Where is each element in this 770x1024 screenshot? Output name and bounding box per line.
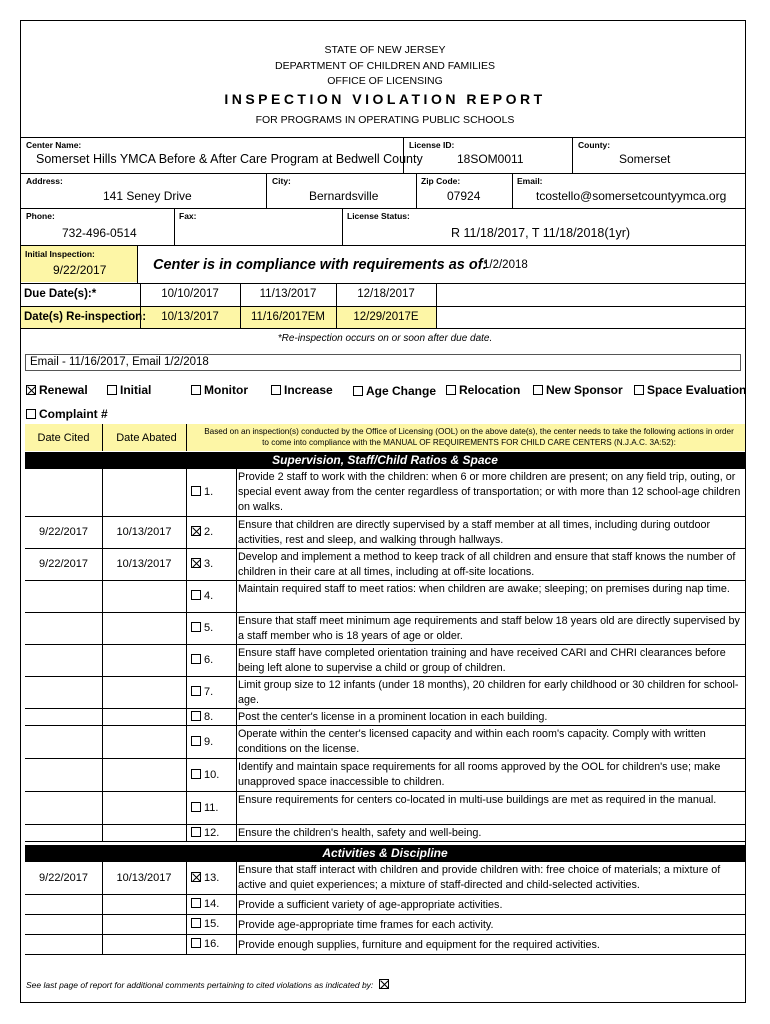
date-cited-cell: 9/22/2017 bbox=[39, 558, 88, 570]
violation-checkbox[interactable] bbox=[191, 711, 213, 723]
reinspection-date-1: 10/13/2017 bbox=[161, 311, 219, 323]
checked-box-icon bbox=[26, 385, 36, 395]
violation-text: Post the center's license in a prominent location in each building. bbox=[238, 711, 548, 723]
date-cited-cell: 9/22/2017 bbox=[39, 871, 88, 884]
violation-text: Ensure requirements for centers co-located in multi-use buildings are met as required in the manual. bbox=[238, 794, 717, 806]
office-heading: OFFICE OF LICENSING bbox=[327, 75, 443, 87]
violation-number: 13. bbox=[204, 871, 220, 884]
violation-text: Identify and maintain space requirements for all rooms approved by the OOL for children's use; make unapproved space inaccessible to children. bbox=[238, 761, 721, 788]
center-name-label: Center Name: bbox=[26, 140, 82, 150]
violation-number: 14. bbox=[204, 898, 220, 910]
city-label: City: bbox=[272, 176, 291, 186]
phone-label: Phone: bbox=[26, 211, 55, 221]
violation-number: 5. bbox=[204, 622, 214, 634]
date-abated-header: Date Abated bbox=[116, 432, 177, 444]
zip-value: 07924 bbox=[447, 189, 481, 203]
intro-text: Based on an inspection(s) conducted by the Office of Licensing (OOL) on the above date(s), the center needs to take the following actions in order to come into compliance with the MANUAL OF REQUIREMENTS FOR CHILD CARE CENTERS (N.J.A.C. 3A:52): bbox=[204, 427, 734, 447]
checkbox-icon bbox=[533, 385, 543, 395]
violation-number: 12. bbox=[204, 826, 220, 839]
due-date-2: 11/13/2017 bbox=[259, 288, 317, 300]
center-name-value: Somerset Hills YMCA Before & After Care Program at Bedwell County bbox=[36, 152, 423, 166]
address-value: 141 Seney Drive bbox=[103, 189, 192, 203]
type-renewal-checkbox[interactable]: Renewal bbox=[26, 383, 88, 397]
violation-text: Ensure that staff interact with children and provide children with: free choice of materials; a mixture of active and quiet experiences; a mixture of staff-directed and child-selected activities. bbox=[238, 864, 721, 891]
type-increase-checkbox[interactable]: Increase bbox=[271, 383, 333, 397]
violation-number: 6. bbox=[204, 654, 214, 666]
section-header: Supervision, Staff/Child Ratios & Space bbox=[25, 452, 745, 469]
county-label: County: bbox=[578, 140, 611, 150]
checkbox-icon bbox=[191, 802, 201, 812]
checked-box-icon bbox=[379, 979, 389, 989]
checked-box-icon bbox=[191, 526, 201, 536]
violation-checkbox[interactable] bbox=[191, 769, 219, 781]
violation-text: Maintain required staff to meet ratios: when children are awake; sleeping; on premises during nap time. bbox=[238, 583, 730, 595]
email-line-text: Email - 11/16/2017, Email 1/2/2018 bbox=[30, 356, 209, 368]
violation-number: 11. bbox=[204, 801, 219, 814]
checkbox-icon bbox=[191, 938, 201, 948]
date-cited-cell: 9/22/2017 bbox=[39, 526, 88, 538]
violation-text: Provide a sufficient variety of age-appropriate activities. bbox=[238, 898, 503, 911]
violation-number: 9. bbox=[204, 735, 214, 748]
due-date-1: 10/10/2017 bbox=[161, 288, 219, 300]
checked-box-icon bbox=[191, 872, 201, 882]
type-initial-checkbox[interactable]: Initial bbox=[107, 383, 151, 397]
reinspection-date-2: 11/16/2017EM bbox=[251, 311, 325, 323]
checkbox-icon bbox=[191, 918, 201, 928]
checkbox-icon bbox=[191, 711, 201, 721]
violation-text: Provide 2 staff to work with the children: when 6 or more children are present; on any field trip, outing, or special event away from the center regardless of transportation; or with more than 12 school-age children on walks. bbox=[238, 471, 741, 513]
violation-checkbox[interactable] bbox=[191, 918, 219, 930]
checkbox-icon bbox=[26, 409, 36, 419]
license-status-label: License Status: bbox=[347, 211, 410, 221]
violation-checkbox[interactable] bbox=[191, 938, 219, 950]
zip-label: Zip Code: bbox=[421, 176, 461, 186]
type-relocation-checkbox[interactable]: Relocation bbox=[446, 383, 520, 397]
violation-text: Ensure staff have completed orientation training and have received CARI and CHRI clearances before being left alone to supervise a child or group of children. bbox=[238, 647, 726, 674]
city-value: Bernardsville bbox=[309, 189, 379, 203]
checkbox-icon bbox=[191, 622, 201, 632]
violation-text: Ensure that staff meet minimum age requirements and staff below 18 years old are directly supervised by a staff member who is 18 years of age or older. bbox=[238, 615, 740, 642]
fax-label: Fax: bbox=[179, 211, 197, 221]
violation-number: 7. bbox=[204, 686, 214, 698]
violation-number: 8. bbox=[204, 710, 214, 723]
checkbox-icon bbox=[191, 385, 201, 395]
due-date-3: 12/18/2017 bbox=[357, 288, 415, 300]
violation-number: 1. bbox=[204, 486, 214, 498]
due-dates-label: Due Date(s):* bbox=[24, 288, 97, 300]
violation-text: Operate within the center's licensed capacity and within each room's capacity. Comply with written conditions on the license. bbox=[238, 728, 706, 755]
state-heading: STATE OF NEW JERSEY bbox=[324, 44, 446, 56]
department-heading: DEPARTMENT OF CHILDREN AND FAMILIES bbox=[275, 60, 495, 72]
checkbox-icon bbox=[191, 686, 201, 696]
license-id-value: 18SOM0011 bbox=[457, 152, 524, 166]
county-value: Somerset bbox=[619, 152, 671, 166]
checkbox-icon bbox=[353, 386, 363, 396]
email-value: tcostello@somersetcountyymca.org bbox=[536, 189, 727, 203]
violation-checkbox[interactable] bbox=[191, 590, 213, 602]
violation-number: 10. bbox=[204, 768, 220, 781]
violation-checkbox[interactable] bbox=[191, 827, 219, 839]
violation-checkbox[interactable] bbox=[191, 526, 213, 538]
reinspection-date-3: 12/29/2017E bbox=[353, 311, 419, 323]
phone-value: 732-496-0514 bbox=[62, 226, 137, 240]
date-abated-cell: 10/13/2017 bbox=[116, 558, 172, 570]
violation-number: 16. bbox=[204, 938, 220, 950]
checkbox-icon bbox=[191, 486, 201, 496]
checkbox-icon bbox=[107, 385, 117, 395]
violation-checkbox[interactable] bbox=[191, 654, 213, 666]
checkbox-icon bbox=[191, 736, 201, 746]
email-label: Email: bbox=[517, 176, 543, 186]
violation-number: 15. bbox=[204, 918, 220, 930]
checkbox-icon bbox=[634, 385, 644, 395]
violation-checkbox[interactable] bbox=[191, 686, 213, 698]
report-subtitle: FOR PROGRAMS IN OPERATING PUBLIC SCHOOLS bbox=[255, 114, 515, 126]
checkbox-icon bbox=[191, 898, 201, 908]
violation-number: 4. bbox=[204, 590, 214, 602]
checkbox-icon bbox=[191, 654, 201, 664]
violation-checkbox[interactable] bbox=[191, 898, 219, 910]
type-age-change-checkbox[interactable]: Age Change bbox=[353, 384, 436, 398]
violation-checkbox[interactable] bbox=[191, 558, 213, 570]
initial-inspection-date: 9/22/2017 bbox=[53, 263, 107, 277]
compliance-statement: Center is in compliance with requirements as of: bbox=[153, 257, 488, 273]
type-space-evaluation-checkbox[interactable]: Space Evaluation bbox=[634, 383, 746, 397]
footer-note: See last page of report for additional comments pertaining to cited violations as indicated by: bbox=[26, 979, 392, 990]
checkbox-icon bbox=[191, 827, 201, 837]
type-new-sponsor-checkbox[interactable]: New Sponsor bbox=[533, 383, 623, 397]
checkbox-icon bbox=[271, 385, 281, 395]
violation-checkbox[interactable] bbox=[191, 486, 213, 498]
checkbox-icon bbox=[191, 769, 201, 779]
violation-checkbox[interactable] bbox=[191, 872, 219, 884]
license-status-value: R 11/18/2017, T 11/18/2018(1yr) bbox=[451, 226, 631, 240]
violation-text: Develop and implement a method to keep track of all children and ensure that staff knows the number of children in their care at all times, including at off-site locations. bbox=[238, 551, 736, 578]
license-id-label: License ID: bbox=[409, 140, 455, 150]
violation-checkbox[interactable] bbox=[191, 622, 213, 634]
violation-number: 2. bbox=[204, 526, 214, 538]
violation-text: Provide enough supplies, furniture and equipment for the required activities. bbox=[238, 938, 600, 951]
compliance-date: 1/2/2018 bbox=[483, 259, 528, 271]
checkbox-icon bbox=[446, 385, 456, 395]
violation-text: Provide age-appropriate time frames for each activity. bbox=[238, 918, 494, 931]
date-abated-cell: 10/13/2017 bbox=[116, 526, 172, 538]
violation-checkbox[interactable] bbox=[191, 802, 218, 814]
type-complaint-checkbox[interactable]: Complaint # bbox=[26, 407, 108, 421]
initial-inspection-label: Initial Inspection: bbox=[25, 249, 95, 259]
date-abated-cell: 10/13/2017 bbox=[116, 871, 172, 884]
address-label: Address: bbox=[26, 176, 63, 186]
violation-text: Ensure that children are directly supervised by a staff member at all times, including during outdoor activities, rest and sleep, and walking through hallways. bbox=[238, 519, 711, 546]
violation-number: 3. bbox=[204, 558, 214, 570]
violation-text: Ensure the children's health, safety and well-being. bbox=[238, 827, 482, 839]
section-header: Activities & Discipline bbox=[25, 845, 745, 862]
report-title: INSPECTION VIOLATION REPORT bbox=[224, 91, 546, 107]
date-cited-header: Date Cited bbox=[37, 432, 90, 444]
checkbox-icon bbox=[191, 590, 201, 600]
checked-box-icon bbox=[191, 558, 201, 568]
violation-text: Limit group size to 12 infants (under 18 months), 20 children for early childhood or 30 children for school-age. bbox=[238, 679, 739, 706]
violation-checkbox[interactable] bbox=[191, 736, 213, 748]
reinspection-note: *Re-inspection occurs on or soon after due date. bbox=[277, 333, 493, 344]
reinspection-label: Date(s) Re-inspection: bbox=[24, 311, 147, 323]
type-monitor-checkbox[interactable]: Monitor bbox=[191, 383, 248, 397]
